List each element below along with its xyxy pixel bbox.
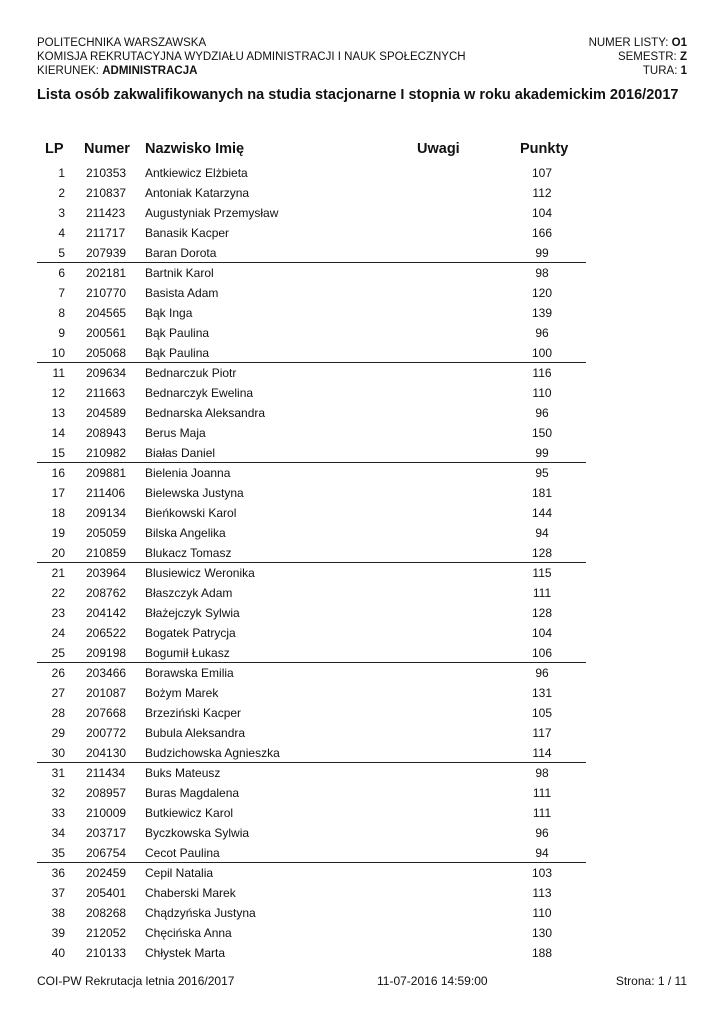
- row-name: Baran Dorota: [145, 246, 217, 260]
- table-row: [37, 943, 586, 963]
- table-row: [37, 763, 586, 783]
- table-row: [37, 323, 586, 343]
- table-row: [37, 823, 586, 843]
- table-row: [37, 263, 586, 283]
- row-number: 206522: [86, 626, 127, 640]
- row-name: Borawska Emilia: [145, 666, 234, 680]
- table-row: [37, 443, 586, 463]
- row-points: 100: [531, 346, 553, 360]
- row-name: Bartnik Karol: [145, 266, 214, 280]
- row-lp: 8: [58, 306, 65, 320]
- document-header-right: [589, 36, 687, 78]
- row-number: 202181: [86, 266, 127, 280]
- row-lp: 32: [51, 786, 65, 800]
- row-lp: 15: [51, 446, 65, 460]
- column-header-number: Numer: [84, 141, 130, 157]
- row-number: 204130: [86, 746, 127, 760]
- row-lp: 29: [51, 726, 65, 740]
- row-lp: 37: [51, 886, 65, 900]
- row-lp: 33: [51, 806, 65, 820]
- row-points: 99: [535, 246, 549, 260]
- table-row: [37, 423, 586, 443]
- table-row: [37, 623, 586, 643]
- row-points: 105: [531, 706, 553, 720]
- row-name: Bożym Marek: [145, 686, 219, 700]
- row-lp: 24: [51, 626, 65, 640]
- row-number: 200561: [86, 326, 127, 340]
- row-number: 208268: [86, 906, 127, 920]
- row-name: Cecot Paulina: [145, 846, 220, 860]
- row-name: Chłystek Marta: [145, 946, 226, 960]
- row-name: Berus Maja: [145, 426, 206, 440]
- row-points: 115: [532, 566, 552, 580]
- row-number: 207668: [86, 706, 127, 720]
- row-lp: 17: [51, 486, 65, 500]
- row-lp: 1: [58, 166, 65, 180]
- table-row: [37, 463, 586, 483]
- row-name: Antkiewicz Elżbieta: [145, 166, 248, 180]
- row-lp: 38: [51, 906, 65, 920]
- row-name: Buras Magdalena: [145, 786, 240, 800]
- row-name: Blusiewicz Weronika: [145, 566, 255, 580]
- row-number: 200772: [86, 726, 127, 740]
- row-points: 110: [532, 906, 552, 920]
- table-row: [37, 563, 586, 583]
- row-number: 205068: [86, 346, 127, 360]
- row-number: 210982: [86, 446, 127, 460]
- table-row: [37, 683, 586, 703]
- row-number: 209634: [86, 366, 127, 380]
- table-row: [37, 483, 586, 503]
- table-row: [37, 723, 586, 743]
- row-name: Bąk Inga: [145, 306, 193, 320]
- row-lp: 5: [58, 246, 65, 260]
- row-lp: 27: [51, 686, 65, 700]
- row-points: 131: [531, 686, 553, 700]
- row-lp: 39: [51, 926, 65, 940]
- row-lp: 16: [51, 466, 65, 480]
- row-lp: 7: [58, 286, 65, 300]
- row-number: 206754: [86, 846, 127, 860]
- semester-label: SEMESTR:: [617, 51, 677, 63]
- row-name: Bogatek Patrycja: [145, 626, 236, 640]
- row-points: 107: [531, 166, 553, 180]
- row-lp: 13: [51, 406, 65, 420]
- row-name: Basista Adam: [145, 286, 219, 300]
- row-number: 209134: [86, 506, 127, 520]
- semester-value: Z: [679, 51, 687, 63]
- row-name: Byczkowska Sylwia: [145, 826, 250, 840]
- table-row: [37, 383, 586, 403]
- row-number: 210009: [86, 806, 127, 820]
- table-row: [37, 343, 586, 363]
- row-lp: 40: [51, 946, 65, 960]
- footer-timestamp: 11-07-2016 14:59:00: [377, 974, 488, 988]
- column-header-points: Punkty: [520, 141, 569, 157]
- row-lp: 10: [51, 346, 65, 360]
- row-points: 150: [531, 426, 553, 440]
- row-number: 203466: [86, 666, 127, 680]
- row-lp: 12: [51, 386, 65, 400]
- row-name: Banasik Kacper: [145, 226, 230, 240]
- row-points: 96: [535, 406, 549, 420]
- round-value: 1: [680, 65, 687, 77]
- row-name: Bednarczyk Ewelina: [145, 386, 254, 400]
- row-number: 204589: [86, 406, 127, 420]
- list-number-line: [589, 36, 687, 50]
- table-row: [37, 243, 586, 263]
- table-row: [37, 743, 586, 763]
- row-lp: 23: [51, 606, 65, 620]
- row-name: Chaberski Marek: [145, 886, 236, 900]
- table-row: [37, 703, 586, 723]
- row-points: 117: [532, 726, 552, 740]
- row-lp: 9: [58, 326, 65, 340]
- row-lp: 20: [51, 546, 65, 560]
- row-name: Chęcińska Anna: [145, 926, 232, 940]
- row-points: 98: [535, 766, 549, 780]
- row-points: 128: [531, 546, 553, 560]
- row-lp: 3: [58, 206, 65, 220]
- table-row: [37, 603, 586, 623]
- row-lp: 35: [51, 846, 65, 860]
- row-points: 130: [531, 926, 553, 940]
- row-number: 211406: [86, 486, 126, 500]
- row-lp: 18: [51, 506, 65, 520]
- row-points: 112: [532, 186, 552, 200]
- row-lp: 25: [51, 646, 65, 660]
- row-number: 208957: [86, 786, 127, 800]
- row-lp: 34: [51, 826, 65, 840]
- row-name: Blukacz Tomasz: [145, 546, 232, 560]
- column-header-notes: Uwagi: [417, 141, 460, 157]
- row-lp: 11: [52, 366, 65, 380]
- semester-line: [589, 50, 687, 64]
- table-row: [37, 163, 586, 183]
- row-number: 205059: [86, 526, 127, 540]
- row-lp: 4: [58, 226, 65, 240]
- list-number-label: NUMER LISTY:: [588, 37, 669, 49]
- row-points: 113: [532, 886, 552, 900]
- table-row: [37, 363, 586, 383]
- table-row: [37, 923, 586, 943]
- row-number: 212052: [86, 926, 127, 940]
- candidates-table: [37, 163, 586, 963]
- row-number: 211434: [86, 766, 126, 780]
- row-points: 95: [535, 466, 549, 480]
- row-points: 181: [531, 486, 553, 500]
- row-points: 116: [532, 366, 552, 380]
- row-points: 94: [535, 526, 549, 540]
- direction-line: [37, 64, 466, 78]
- row-number: 210859: [86, 546, 127, 560]
- row-number: 210770: [86, 286, 127, 300]
- row-number: 204142: [86, 606, 127, 620]
- row-points: 106: [531, 646, 553, 660]
- footer-page-number: Strona: 1 / 11: [615, 974, 687, 988]
- row-points: 128: [531, 606, 553, 620]
- table-row: [37, 783, 586, 803]
- row-points: 114: [532, 746, 552, 760]
- row-lp: 22: [51, 586, 65, 600]
- row-name: Bieńkowski Karol: [145, 506, 237, 520]
- row-points: 111: [532, 786, 552, 800]
- row-points: 111: [532, 586, 552, 600]
- row-number: 209198: [86, 646, 127, 660]
- table-row: [37, 543, 586, 563]
- row-points: 94: [535, 846, 549, 860]
- direction-label: KIERUNEK:: [37, 65, 99, 77]
- row-number: 210837: [86, 186, 127, 200]
- row-name: Bilska Angelika: [145, 526, 226, 540]
- row-points: 103: [531, 866, 553, 880]
- row-number: 202459: [86, 866, 127, 880]
- row-points: 110: [532, 386, 552, 400]
- commission-name: KOMISJA REKRUTACYJNA WYDZIAŁU ADMINISTRACJI I NAUK SPOŁECZNYCH: [37, 51, 466, 63]
- row-points: 96: [535, 666, 549, 680]
- row-points: 139: [531, 306, 553, 320]
- table-row: [37, 283, 586, 303]
- direction-value: ADMINISTRACJA: [102, 65, 198, 77]
- row-number: 208762: [86, 586, 127, 600]
- row-name: Bubula Aleksandra: [145, 726, 246, 740]
- row-points: 96: [535, 326, 549, 340]
- row-number: 203964: [86, 566, 127, 580]
- list-number-value: O1: [671, 37, 687, 49]
- table-row: [37, 403, 586, 423]
- row-number: 205401: [86, 886, 127, 900]
- row-points: 188: [531, 946, 553, 960]
- row-name: Chądzyńska Justyna: [145, 906, 256, 920]
- row-number: 207939: [86, 246, 127, 260]
- table-row: [37, 583, 586, 603]
- row-name: Bielenia Joanna: [145, 466, 231, 480]
- table-row: [37, 183, 586, 203]
- table-row: [37, 223, 586, 243]
- row-points: 104: [531, 206, 553, 220]
- row-points: 98: [535, 266, 549, 280]
- row-lp: 30: [51, 746, 65, 760]
- table-row: [37, 663, 586, 683]
- row-points: 99: [535, 446, 549, 460]
- row-name: Buks Mateusz: [145, 766, 221, 780]
- table-row: [37, 303, 586, 323]
- row-points: 166: [531, 226, 553, 240]
- row-name: Błażejczyk Sylwia: [145, 606, 240, 620]
- row-lp: 6: [58, 266, 65, 280]
- document-header-left: [37, 36, 466, 78]
- row-number: 211717: [86, 226, 126, 240]
- row-name: Bielewska Justyna: [145, 486, 244, 500]
- row-name: Białas Daniel: [145, 446, 216, 460]
- row-lp: 19: [51, 526, 65, 540]
- row-lp: 14: [51, 426, 65, 440]
- row-lp: 36: [51, 866, 65, 880]
- row-name: Augustyniak Przemysław: [145, 206, 279, 220]
- row-number: 208943: [86, 426, 127, 440]
- table-row: [37, 843, 586, 863]
- row-name: Bąk Paulina: [145, 346, 210, 360]
- page-title: Lista osób zakwalifikowanych na studia stacjonarne I stopnia w roku akademickim 2016/2017: [37, 87, 679, 103]
- row-lp: 2: [58, 186, 65, 200]
- table-row: [37, 203, 586, 223]
- row-number: 210353: [86, 166, 127, 180]
- row-points: 144: [531, 506, 553, 520]
- row-points: 111: [532, 806, 552, 820]
- row-name: Budzichowska Agnieszka: [145, 746, 280, 760]
- row-number: 211423: [86, 206, 126, 220]
- column-header-name: Nazwisko Imię: [145, 141, 245, 157]
- table-row: [37, 523, 586, 543]
- row-name: Bąk Paulina: [145, 326, 210, 340]
- row-name: Butkiewicz Karol: [145, 806, 234, 820]
- table-row: [37, 863, 586, 883]
- row-name: Cepil Natalia: [145, 866, 214, 880]
- row-name: Błaszczyk Adam: [145, 586, 233, 600]
- table-row: [37, 803, 586, 823]
- row-lp: 28: [51, 706, 65, 720]
- row-lp: 26: [51, 666, 65, 680]
- round-line: [589, 64, 687, 78]
- row-number: 203717: [86, 826, 127, 840]
- table-row: [37, 883, 586, 903]
- row-lp: 21: [51, 566, 65, 580]
- table-row: [37, 643, 586, 663]
- row-number: 210133: [86, 946, 127, 960]
- column-header-lp: LP: [45, 141, 64, 157]
- table-row: [37, 503, 586, 523]
- row-name: Bednarska Aleksandra: [145, 406, 266, 420]
- row-name: Bogumił Łukasz: [145, 646, 230, 660]
- round-label: TURA:: [642, 65, 678, 77]
- footer-system: COI-PW Rekrutacja letnia 2016/2017: [37, 974, 235, 988]
- institution-name: POLITECHNIKA WARSZAWSKA: [37, 37, 207, 49]
- row-number: 211663: [86, 386, 126, 400]
- row-lp: 31: [51, 766, 65, 780]
- table-row: [37, 903, 586, 923]
- row-points: 104: [531, 626, 553, 640]
- row-number: 201087: [86, 686, 127, 700]
- row-number: 204565: [86, 306, 127, 320]
- row-points: 120: [531, 286, 553, 300]
- row-name: Bednarczuk Piotr: [145, 366, 237, 380]
- row-points: 96: [535, 826, 549, 840]
- row-name: Antoniak Katarzyna: [145, 186, 250, 200]
- row-number: 209881: [86, 466, 127, 480]
- row-name: Brzeziński Kacper: [145, 706, 242, 720]
